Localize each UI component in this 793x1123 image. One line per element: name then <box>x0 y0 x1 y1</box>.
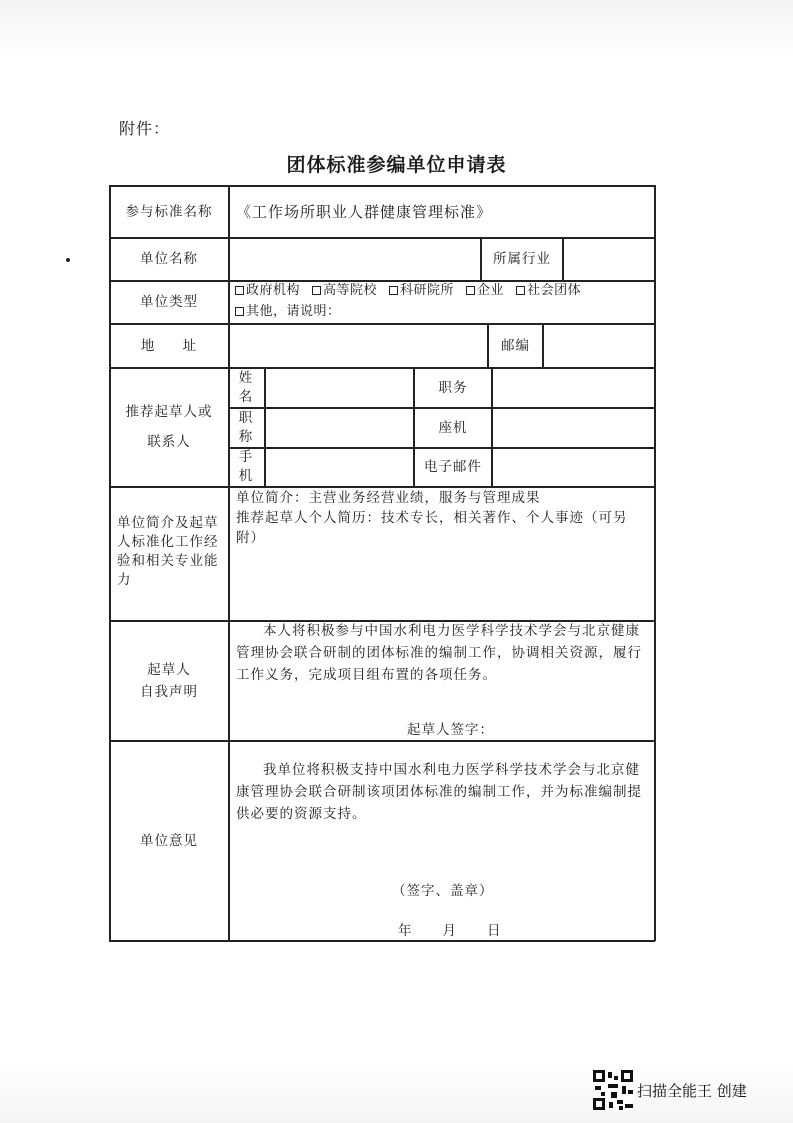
option-label: 高等院校 <box>323 283 378 298</box>
signature-stamp: （签字、盖章） <box>392 883 494 899</box>
contact-label <box>110 368 228 486</box>
option-other[interactable] <box>235 301 653 322</box>
contact-label-line1: 推荐起草人或 <box>125 404 213 420</box>
declaration-text: 本人将积极参与中国水利电力医学科学技术学会与北京健康管理协会联合研制的团体标准的编制工作，协调相关资源，履行工作义务，完成项目组布置的各项任务。 <box>236 623 642 683</box>
industry-label: 所属行业 <box>493 251 551 267</box>
option-enterprise[interactable] <box>466 283 504 298</box>
checkbox-icon <box>466 286 475 295</box>
checkbox-icon <box>235 286 244 295</box>
opinion-text: 我单位将积极支持中国水利电力医学科学技术学会与北京健康管理协会联合研制该项团体标准的编制工作，并为标准编制提供必要的资源支持。 <box>236 762 642 822</box>
postcode-field[interactable] <box>544 324 654 367</box>
option-government[interactable] <box>235 283 300 298</box>
option-label: 科研院所 <box>400 283 455 298</box>
email-field[interactable] <box>493 448 654 486</box>
unit-type-label: 单位类型 <box>140 294 198 310</box>
landline-label: 座机 <box>438 419 468 436</box>
address-field[interactable] <box>230 324 487 367</box>
mobile-field[interactable] <box>266 448 413 486</box>
scanner-text: 扫描全能王 创建 <box>637 1081 747 1100</box>
declaration-label-line1: 起草人 <box>147 661 191 678</box>
option-label: 企业 <box>477 283 505 298</box>
mobile-label: 手机 <box>238 449 254 484</box>
industry-field[interactable] <box>564 238 654 280</box>
standard-name-label: 参与标准名称 <box>125 203 213 220</box>
name-label: 姓名 <box>238 369 254 405</box>
unit-type-options <box>235 280 653 322</box>
declaration-label-line2: 自我声明 <box>140 683 198 700</box>
table-border-bottom <box>109 940 655 942</box>
contact-label-line2: 联系人 <box>147 434 191 450</box>
profile-text-line1: 单位简介：主营业务经营业绩，服务与管理成果 <box>236 490 541 506</box>
date-line <box>398 920 502 942</box>
title-label: 职称 <box>238 409 254 445</box>
label-column-divider <box>228 185 230 941</box>
profile-text-line2: 推荐起草人个人简历：技术专长，相关著作、个人事迹（可另附） <box>236 510 628 546</box>
email-label: 电子邮件 <box>424 459 482 475</box>
option-research-institute[interactable] <box>389 283 454 298</box>
attachment-label: 附件： <box>119 119 171 138</box>
checkbox-icon <box>516 286 525 295</box>
option-other-label: 其他，请说明： <box>246 304 341 319</box>
scanner-watermark <box>593 1068 747 1112</box>
date-day: 日 <box>487 923 502 939</box>
opinion-label: 单位意见 <box>140 832 198 849</box>
name-field[interactable] <box>266 368 413 407</box>
checkbox-icon <box>389 286 398 295</box>
position-label: 职务 <box>438 379 468 396</box>
table-border-right <box>654 185 656 941</box>
address-label: 地 址 <box>140 337 198 354</box>
date-year: 年 <box>398 923 413 939</box>
option-label: 社会团体 <box>527 283 582 298</box>
option-label: 政府机构 <box>246 283 301 298</box>
date-month: 月 <box>442 923 457 939</box>
profile-label: 单位简介及起草人标准化工作经验和相关专业能力 <box>117 515 219 588</box>
option-social-group[interactable] <box>516 283 581 298</box>
option-university[interactable] <box>312 283 377 298</box>
declaration-label <box>110 621 228 740</box>
unit-name-label: 单位名称 <box>140 251 198 267</box>
position-field[interactable] <box>493 368 654 407</box>
title-field[interactable] <box>266 408 413 447</box>
profile-text <box>236 488 648 548</box>
scan-speck <box>66 258 70 262</box>
qr-code-icon <box>593 1070 633 1110</box>
unit-type-options-line <box>235 280 653 301</box>
standard-name-value: 《工作场所职业人群健康管理标准》 <box>236 202 493 221</box>
form-title: 团体标准参编单位申请表 <box>286 154 507 176</box>
landline-field[interactable] <box>493 408 654 447</box>
checkbox-icon <box>235 307 244 316</box>
checkbox-icon <box>312 286 321 295</box>
unit-name-field[interactable] <box>230 238 480 280</box>
drafter-signature: 起草人签字： <box>407 722 494 738</box>
postcode-label: 邮编 <box>501 337 530 354</box>
